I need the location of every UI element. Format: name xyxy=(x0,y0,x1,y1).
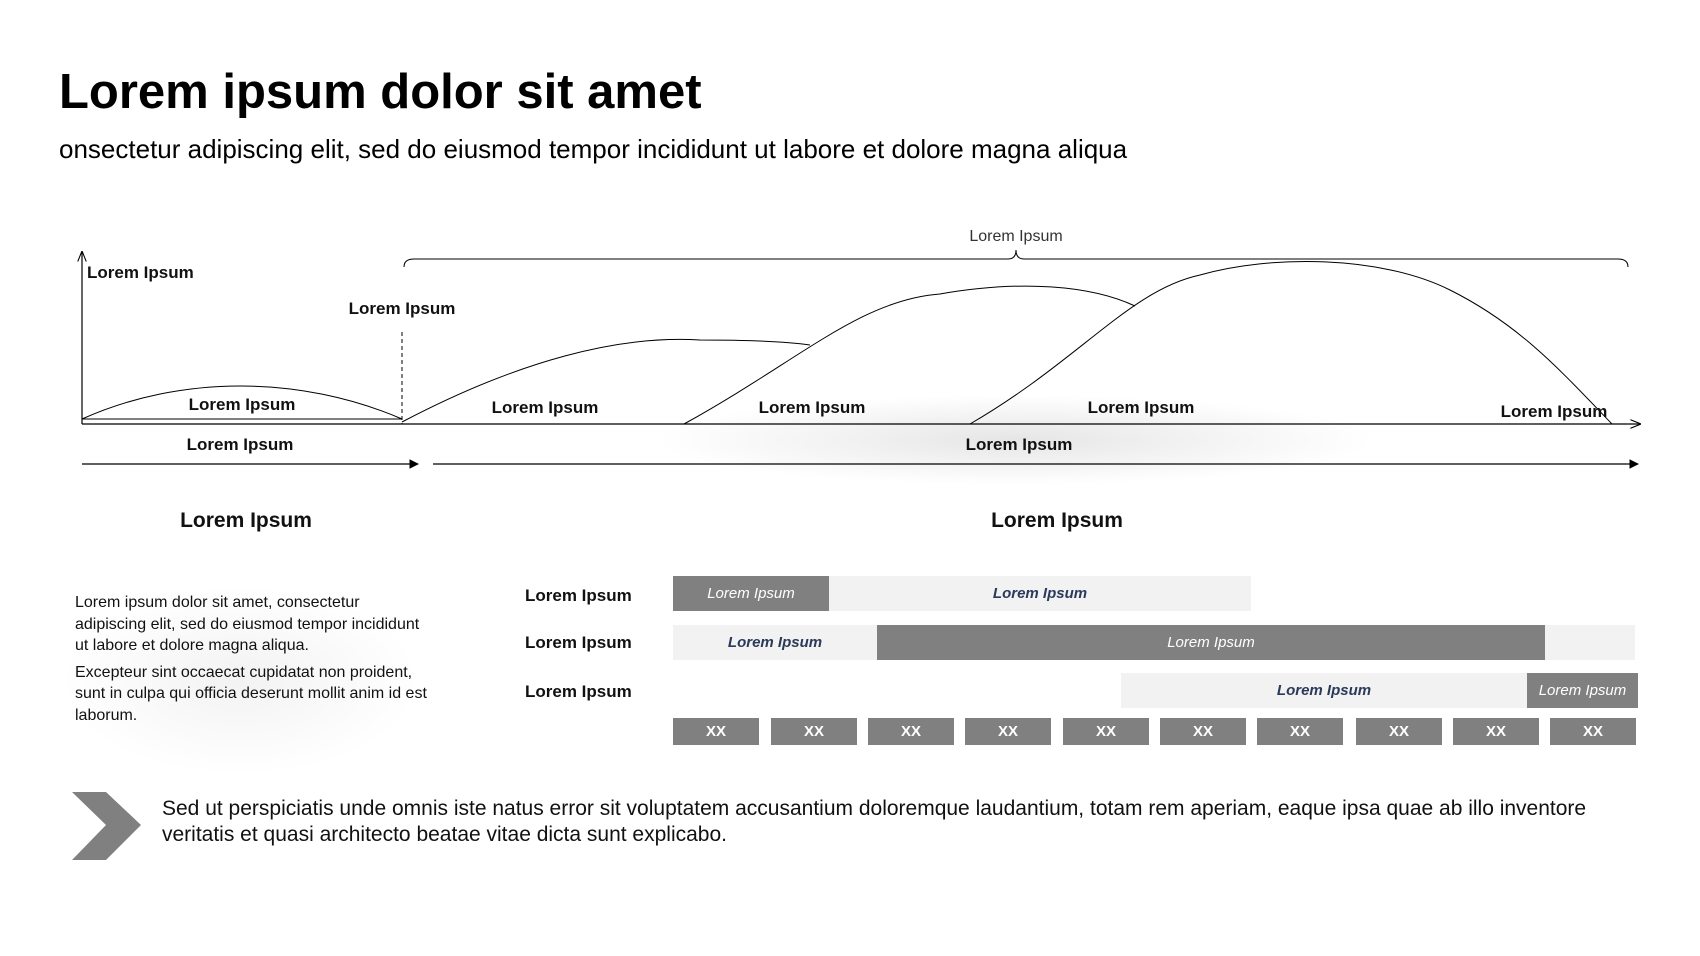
description-paragraph-2: Excepteur sint occaecat cupidatat non proident, sunt in culpa qui officia deserunt mollit anim id est laborum. xyxy=(75,663,427,724)
y-axis-label: Lorem Ipsum xyxy=(87,263,194,282)
left-heading: Lorem Ipsum xyxy=(180,509,312,532)
curve-label-3: Lorem Ipsum xyxy=(758,398,866,417)
timeline-bar: Lorem Ipsum xyxy=(829,576,1251,611)
scale-label: XX xyxy=(673,718,759,745)
scale-label: XX xyxy=(868,718,954,745)
timeline-bar: Lorem Ipsum xyxy=(673,576,829,611)
timeline-row-label-3: Lorem Ipsum xyxy=(525,682,632,701)
scale-label: XX xyxy=(1063,718,1149,745)
timeline-bar: Lorem Ipsum xyxy=(1121,673,1527,708)
timeline-row-label-1: Lorem Ipsum xyxy=(525,586,632,605)
divider-label: Lorem Ipsum xyxy=(348,299,456,318)
timeline-bar: Lorem Ipsum xyxy=(673,625,877,660)
timeline-bar: Lorem Ipsum xyxy=(1527,673,1638,708)
left-arrow-label: Lorem Ipsum xyxy=(186,435,294,454)
description xyxy=(75,592,435,731)
chevron-right-icon xyxy=(72,792,141,860)
right-heading: Lorem Ipsum xyxy=(991,509,1123,532)
scale-label: XX xyxy=(1356,718,1442,745)
curve-label-2: Lorem Ipsum xyxy=(491,398,599,417)
scale-label: XX xyxy=(771,718,857,745)
scale-label: XX xyxy=(965,718,1051,745)
timeline-bar xyxy=(1545,625,1635,660)
timeline-row-label-2: Lorem Ipsum xyxy=(525,633,632,652)
curve-label-1: Lorem Ipsum xyxy=(188,395,296,414)
brace-label: Lorem Ipsum xyxy=(969,228,1063,245)
footer-text: Sed ut perspiciatis unde omnis iste natus error sit voluptatem accusantium doloremque laudantium, totam rem aperiam, eaque ipsa quae ab illo inventore veritatis et quasi architecto beatae vitae dicta sunt explicabo. xyxy=(162,797,1587,846)
brace xyxy=(404,250,1628,267)
scale-label: XX xyxy=(1453,718,1539,745)
right-arrow-label: Lorem Ipsum xyxy=(965,435,1073,454)
curve-label-4: Lorem Ipsum xyxy=(1087,398,1195,417)
scale-label: XX xyxy=(1550,718,1636,745)
page-subtitle: onsectetur adipiscing elit, sed do eiusmod tempor incididunt ut labore et dolore magna aliqua xyxy=(59,134,1128,164)
scale-label: XX xyxy=(1160,718,1246,745)
scale-label: XX xyxy=(1257,718,1343,745)
curve-label-5: Lorem Ipsum xyxy=(1500,402,1608,421)
timeline-bar: Lorem Ipsum xyxy=(877,625,1545,660)
description-paragraph-1: Lorem ipsum dolor sit amet, consectetur adipiscing elit, sed do eiusmod tempor incididunt ut labore et dolore magna aliqua. xyxy=(75,594,420,654)
curve-2 xyxy=(402,339,810,422)
page-title: Lorem ipsum dolor sit amet xyxy=(59,65,702,119)
